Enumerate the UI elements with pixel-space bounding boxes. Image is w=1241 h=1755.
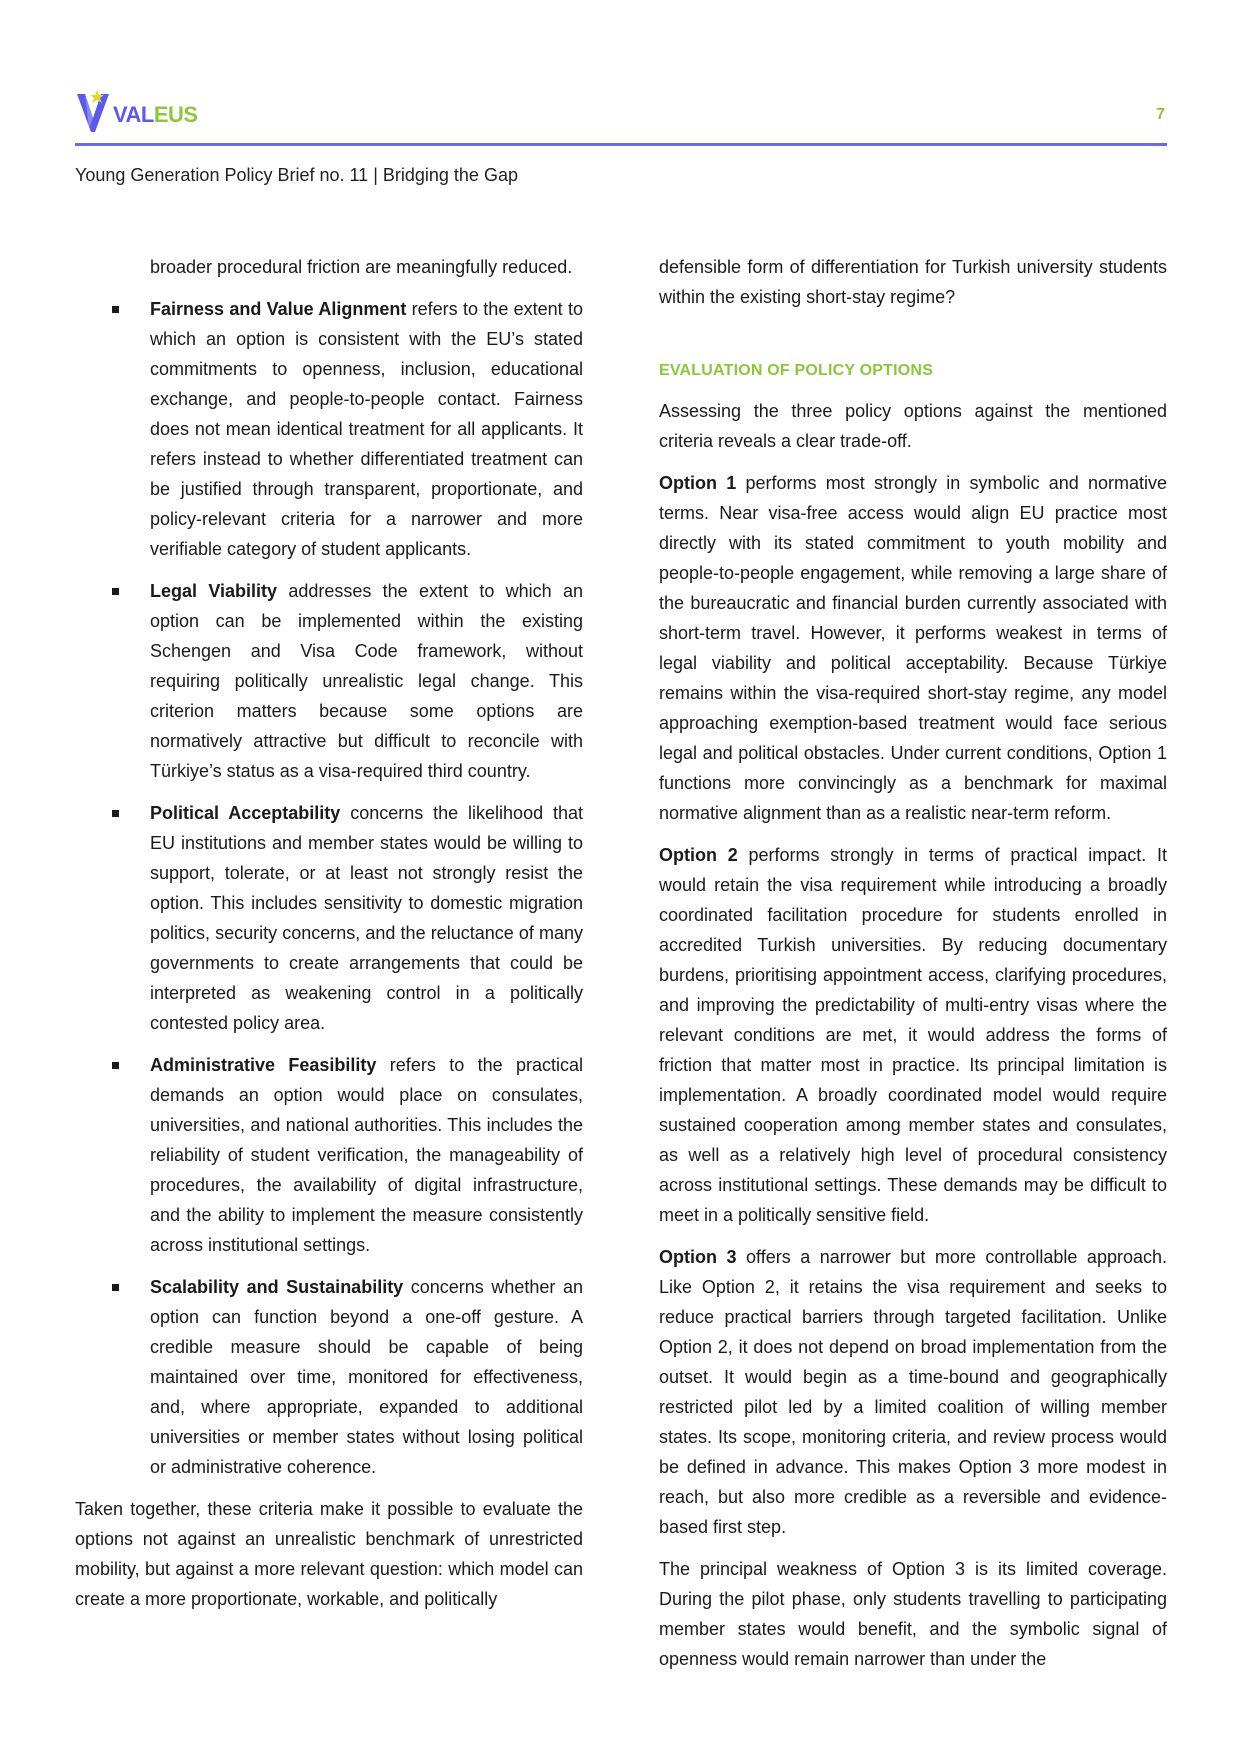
option-term: Option 2 — [659, 845, 738, 865]
square-bullet-icon — [112, 1062, 119, 1069]
criteria-closing-paragraph: Taken together, these criteria make it possible to evaluate the options not against an unrealistic benchmark of unrestricted mobility, but against a more relevant question: which model can create a more proportionate, workable, and politically — [75, 1499, 583, 1609]
option-text: performs most strongly in symbolic and normative terms. Near visa-free access would align EU practice most directly with its stated commitment to youth mobility and people-to-people engagement, while removing a large share of the bureaucratic and financial burden currently associated with short-term travel. However, it performs weakest in terms of legal viability and political acceptability. Because Türkiye remains within the visa-required short-stay regime, any model approaching exemption-based treatment would face serious legal and political obstacles. Under current conditions, Option 1 functions more convincingly as a benchmark for maximal normative alignment than as a realistic near-term reform. — [659, 473, 1167, 823]
evaluation-intro: Assessing the three policy options against the mentioned criteria reveals a clear trade-off. — [659, 401, 1167, 451]
list-item — [75, 1272, 583, 1482]
square-bullet-icon — [112, 588, 119, 595]
left-column — [75, 252, 583, 1626]
option-paragraph — [659, 840, 1167, 1230]
square-bullet-icon — [112, 1284, 119, 1291]
criterion-term: Administrative Feasibility — [150, 1055, 377, 1075]
list-item — [75, 798, 583, 1038]
list-item — [75, 1050, 583, 1260]
criterion-text: concerns the likelihood that EU institutions and member states would be willing to support, tolerate, or at least not strongly resist the option. This includes sensitivity to domestic migration politics, security concerns, and the reluctance of many governments to create arrangements that could be interpreted as weakening control in a politically contested policy area. — [150, 803, 584, 1033]
list-item — [75, 294, 583, 564]
list-item — [75, 576, 583, 786]
option-text: offers a narrower but more controllable approach. Like Option 2, it retains the visa requirement and seeks to reduce practical barriers through targeted facilitation. Unlike Option 2, it does not depend on broad implementation from the outset. It would begin as a time-bound and geographically restricted pilot led by a limited coalition of willing member states. Its scope, monitoring criteria, and review process would be defined in advance. This makes Option 3 more modest in reach, but also more credible as a reversible and evidence-based first step. — [659, 1247, 1167, 1537]
question-continuation: defensible form of differentiation for Turkish university students within the existing short-stay regime? — [659, 257, 1167, 307]
intro-continuation: broader procedural friction are meaningfully reduced. — [150, 257, 573, 277]
criterion-term: Political Acceptability — [150, 803, 341, 823]
weakness-paragraph: The principal weakness of Option 3 is its limited coverage. During the pilot phase, only students travelling to participating member states would benefit, and the symbolic signal of openness would remain narrower than under the — [659, 1559, 1167, 1669]
criterion-text: refers to the extent to which an option is consistent with the EU’s stated commitments to openness, inclusion, educational exchange, and people-to-people contact. Fairness does not mean identical treatment for all applicants. It refers instead to whether differentiated treatment can be justified through transparent, proportionate, and policy-relevant criteria for a narrower and more verifiable category of student applicants. — [150, 299, 583, 559]
option-text: performs strongly in terms of practical impact. It would retain the visa requirement while introducing a broadly coordinated facilitation procedure for students enrolled in accredited Turkish universities. By reducing documentary burdens, prioritising appointment access, clarifying procedures, and improving the predictability of multi-entry visas where the relevant conditions are met, it would address the forms of friction that matter most in practice. Its principal limitation is implementation. A broadly coordinated model would require sustained cooperation among member states and consulates, as well as a relatively high level of procedural consistency across institutional settings. These demands may be difficult to meet in a politically sensitive field. — [659, 845, 1167, 1225]
brief-title: Young Generation Policy Brief no. 11 | Bridging the Gap — [75, 165, 518, 185]
valeus-logo — [75, 88, 198, 136]
option-term: Option 3 — [659, 1247, 737, 1267]
logo-val: VAL — [113, 102, 154, 127]
criterion-text: refers to the practical demands an option would place on consulates, universities, and national authorities. This includes the reliability of student verification, the manageability of procedures, the availability of digital infrastructure, and the ability to implement the measure consistently across institutional settings. — [150, 1055, 583, 1255]
logo-eus: EUS — [153, 102, 198, 127]
valeus-v-logo-icon — [75, 88, 111, 136]
criterion-term: Legal Viability — [150, 581, 278, 601]
header-rule — [75, 143, 1167, 146]
page-header — [75, 82, 1167, 152]
criterion-text: concerns whether an option can function beyond a one-off gesture. A credible measure should be capable of being maintained over time, monitored for effectiveness, and, where appropriate, expanded to additional universities or member states without losing political or administrative coherence. — [150, 1277, 583, 1477]
criterion-term: Fairness and Value Alignment — [150, 299, 407, 319]
square-bullet-icon — [112, 810, 119, 817]
option-term: Option 1 — [659, 473, 737, 493]
option-paragraph — [659, 1242, 1167, 1542]
logo-wordmark — [113, 102, 198, 128]
criterion-text: addresses the extent to which an option can be implemented within the existing Schengen and Visa Code framework, without requiring politically unrealistic legal change. This criterion matters because some options are normatively attractive but difficult to reconcile with Türkiye’s status as a visa-required third country. — [150, 581, 583, 781]
page-number: 7 — [1156, 106, 1165, 123]
criteria-list — [75, 294, 583, 1482]
section-heading: EVALUATION OF POLICY OPTIONS — [659, 362, 934, 379]
option-paragraph — [659, 468, 1167, 828]
right-column — [659, 252, 1167, 1686]
criterion-term: Scalability and Sustainability — [150, 1277, 404, 1297]
square-bullet-icon — [112, 306, 119, 313]
